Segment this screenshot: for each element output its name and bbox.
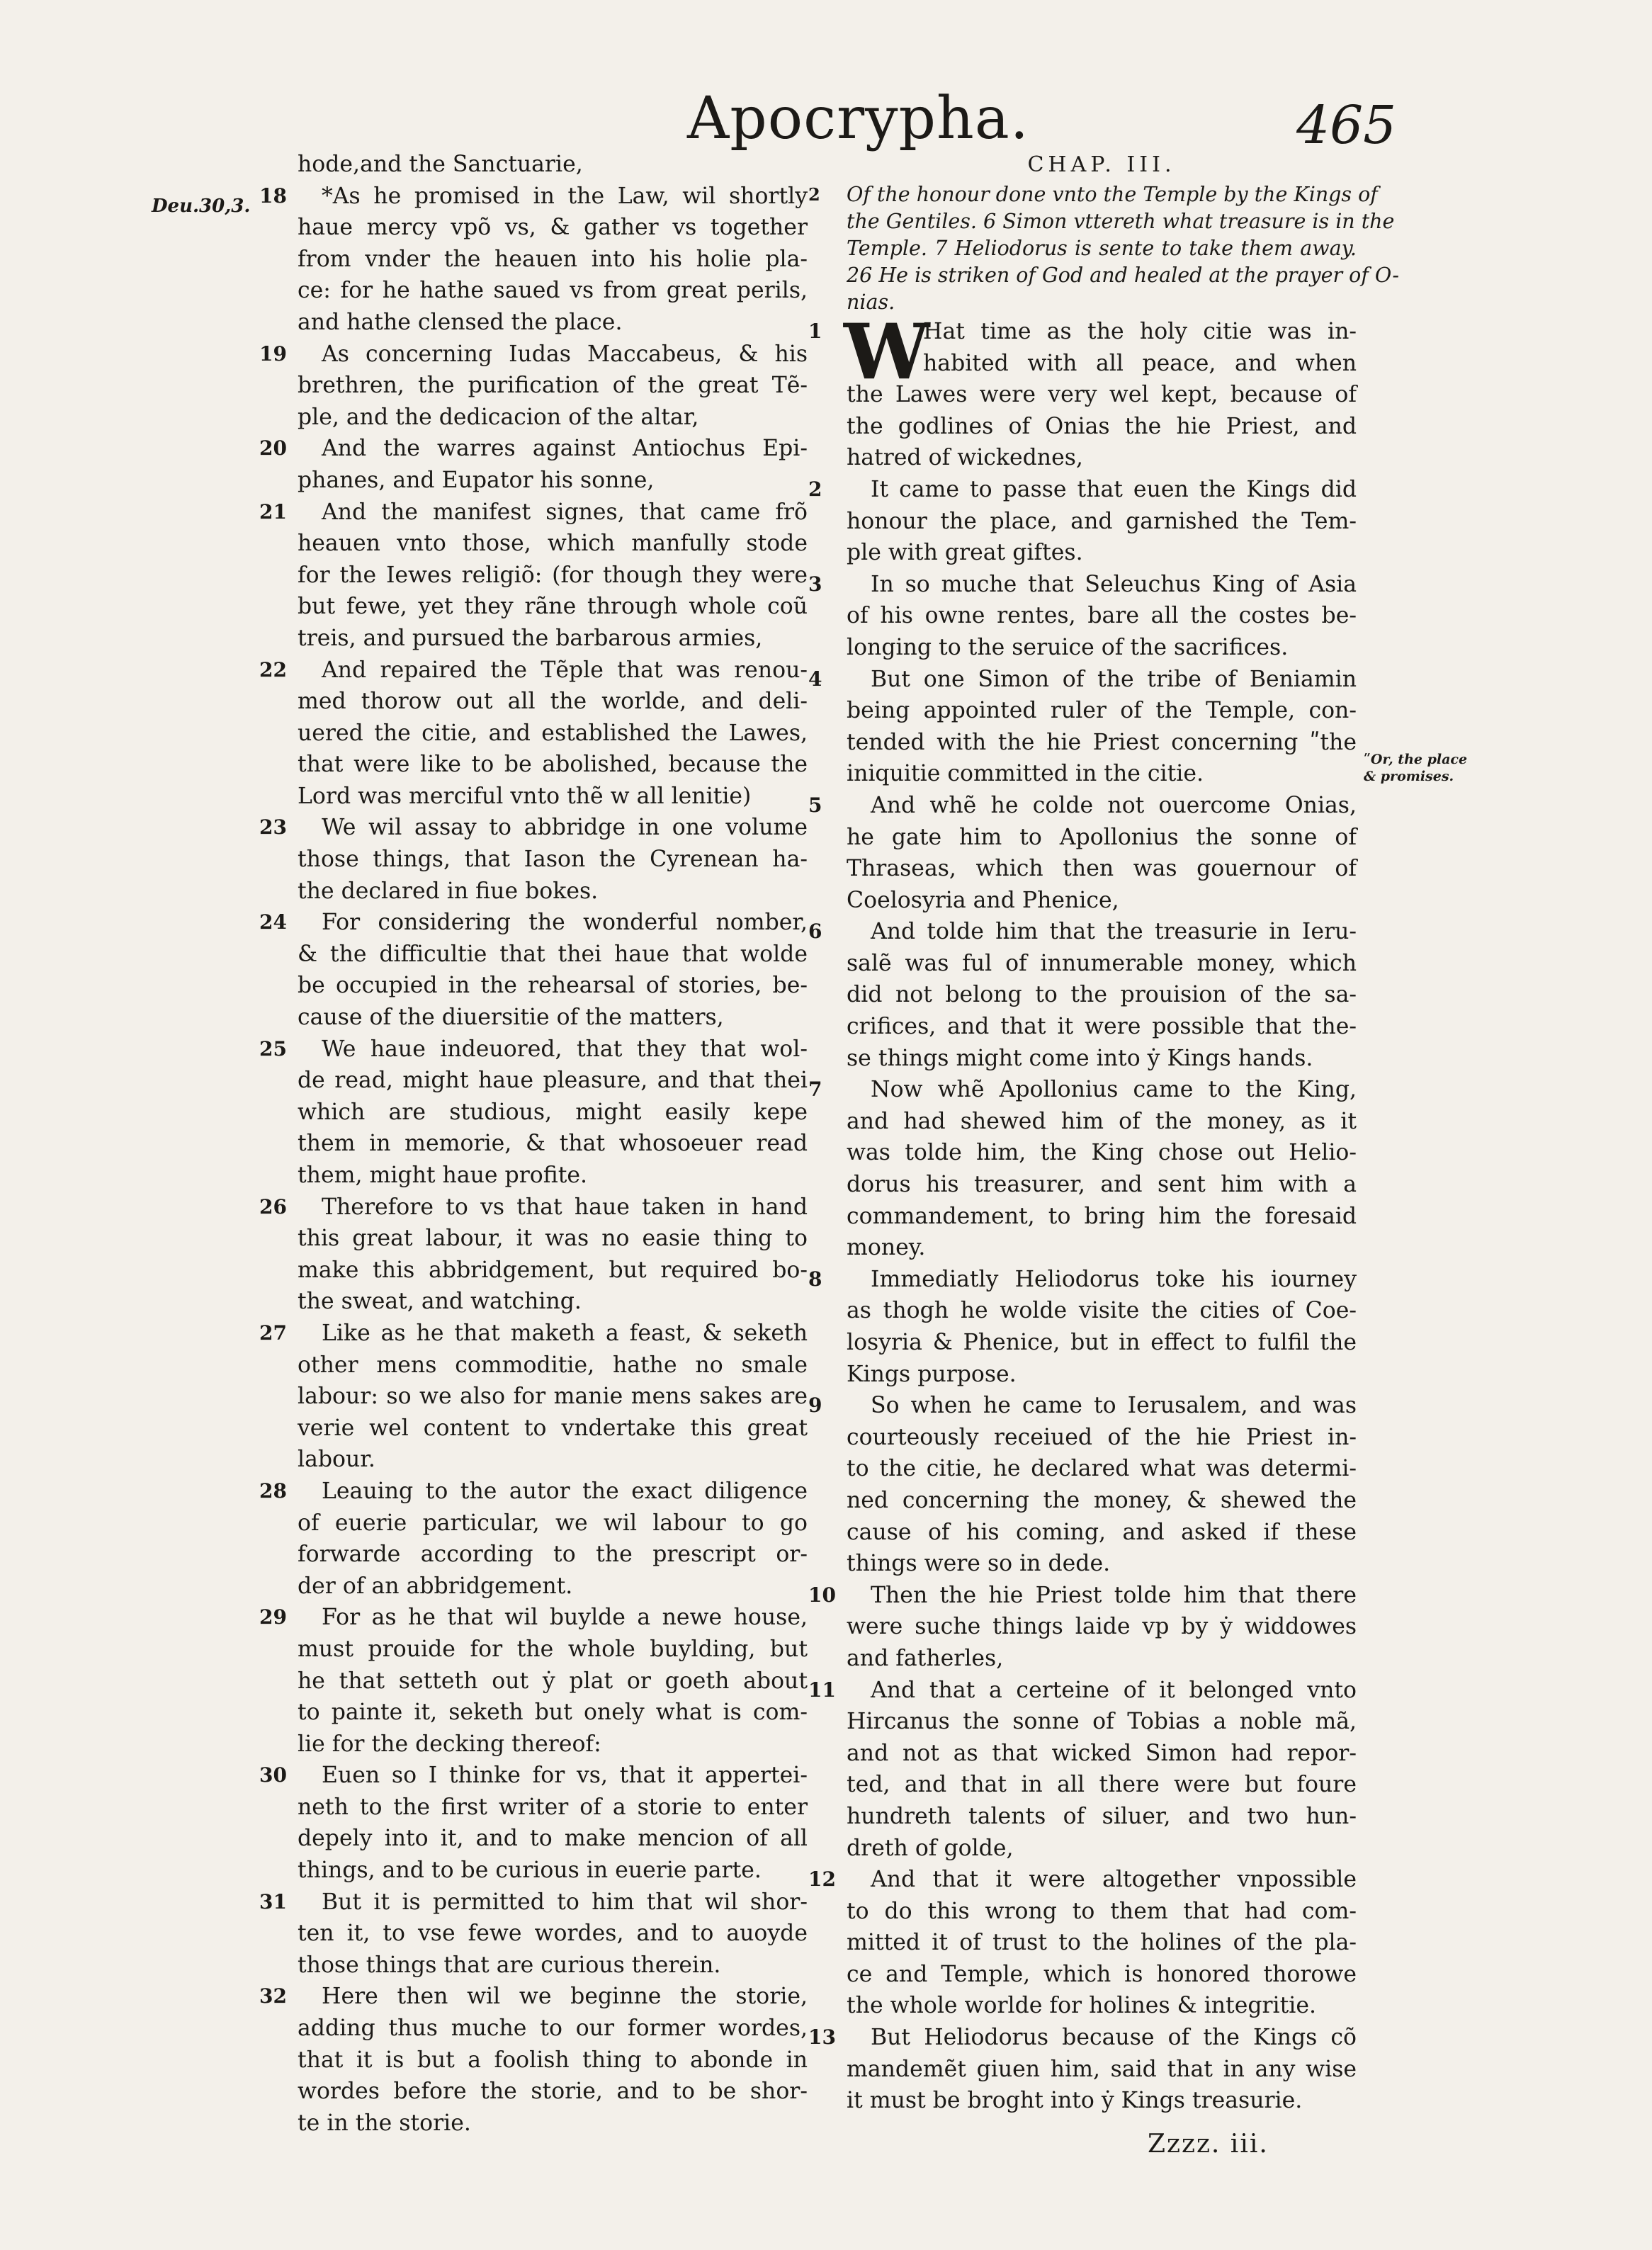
verse-number: 5 xyxy=(808,793,822,817)
text-line xyxy=(847,758,1357,790)
line-text: adding thus muche to our former wordes, xyxy=(298,2016,808,2042)
verse-number: 6 xyxy=(808,920,822,944)
text-line xyxy=(298,1444,808,1476)
verse-number: 28 xyxy=(259,1479,287,1503)
text-line xyxy=(847,1517,1357,1549)
line-text: labour: so we also for manie mens sakes are xyxy=(298,1384,808,1410)
text-line xyxy=(808,1074,1357,1106)
text-line xyxy=(259,1981,808,2013)
text-line xyxy=(298,1286,808,1318)
verse-number: 24 xyxy=(259,910,287,934)
text-line xyxy=(808,790,1357,822)
text-line xyxy=(298,970,808,1002)
text-line xyxy=(259,339,808,371)
verse-number: 31 xyxy=(259,1889,287,1913)
line-text: mandemẽt giuen him, said that in any wise xyxy=(847,2056,1357,2082)
verse-number: 23 xyxy=(259,815,287,839)
text-line xyxy=(298,1350,808,1381)
text-line xyxy=(298,528,808,560)
line-text: from vnder the heauen into his holie pla- xyxy=(298,246,808,272)
text-line xyxy=(298,149,808,181)
line-text: to the citie, he declared what was determi- xyxy=(847,1456,1357,1482)
line-text: ten it, to vse fewe wordes, and to auoyde xyxy=(298,1921,808,1947)
page-header xyxy=(0,85,1652,163)
text-line xyxy=(808,1675,1357,1707)
line-text: And repaired the Tẽple that was renou- xyxy=(322,657,808,683)
line-text: uered the citie, and established the Lawes, xyxy=(298,720,808,746)
text-line xyxy=(847,727,1357,759)
text-line xyxy=(847,1169,1357,1201)
verse-number: 29 xyxy=(259,1605,287,1629)
line-text: and hathe clensed the place. xyxy=(298,309,623,335)
line-text: ce: for he hathe saued vs from great perils, xyxy=(298,278,808,304)
line-text: he that setteth out ẏ plat or goeth about xyxy=(298,1668,808,1694)
line-text: Immediatly Heliodorus toke his iourney xyxy=(871,1266,1357,1292)
line-text: der of an abbridgement. xyxy=(298,1573,573,1599)
line-text: hundreth talents of siluer, and two hun- xyxy=(847,1803,1357,1829)
line-text: depely into it, and to make mencion of all xyxy=(298,1826,808,1852)
text-line xyxy=(847,411,1357,443)
text-line xyxy=(298,560,808,592)
line-text: Thraseas, which then was gouernour of xyxy=(847,856,1357,882)
text-line xyxy=(808,569,1357,601)
text-line xyxy=(298,370,808,402)
text-line xyxy=(847,1422,1357,1454)
line-text: And whẽ he colde not ouercome Onias, xyxy=(871,792,1357,818)
line-text: Leauing to the autor the exact diligence xyxy=(322,1478,808,1504)
line-text: salẽ was ful of innumerable money, which xyxy=(847,950,1357,976)
text-line xyxy=(808,1580,1357,1612)
text-line xyxy=(847,208,1395,235)
verse-number: 30 xyxy=(259,1763,287,1787)
line-text: to painte it, seketh but onely what is com- xyxy=(298,1700,808,1726)
line-text: de read, might haue pleasure, and that thei xyxy=(298,1068,808,1094)
line-text: labour. xyxy=(298,1447,375,1473)
line-text: heauen vnto those, which manfully stode xyxy=(298,531,808,557)
line-text: For as he that wil buylde a newe house, xyxy=(322,1605,808,1631)
line-text: the sweat, and watching. xyxy=(298,1289,582,1315)
drop-cap-letter: W xyxy=(844,307,930,397)
line-text: Hircanus the sonne of Tobias a noble mã, xyxy=(847,1709,1357,1735)
text-line xyxy=(298,1128,808,1160)
line-text: of his owne rentes, bare all the costes be- xyxy=(847,603,1357,629)
line-text: And the manifest signes, that came frõ xyxy=(322,499,808,525)
text-line xyxy=(298,1223,808,1255)
text-line xyxy=(298,1255,808,1287)
line-text: Then the hie Priest tolde him that there xyxy=(871,1582,1357,1608)
verse-number: 9 xyxy=(808,1393,822,1418)
verse-number: 32 xyxy=(259,1984,287,2008)
line-text: did not belong to the prouision of the sa- xyxy=(847,982,1357,1008)
line-text: for the Iewes religiõ: (for though they were xyxy=(298,562,808,588)
verse-number: 2 xyxy=(808,184,820,205)
line-text: were suche things laide vp by ẏ widdowes xyxy=(847,1614,1357,1640)
line-text: honour the place, and garnished the Tem- xyxy=(847,508,1357,534)
text-line xyxy=(298,244,808,276)
line-text: se things might come into ẏ Kings hands. xyxy=(847,1045,1313,1071)
text-line xyxy=(847,1801,1357,1833)
line-text: things were so in dede. xyxy=(847,1551,1111,1577)
line-text: ple with great giftes. xyxy=(847,540,1083,566)
line-text: med thorow out all the worlde, and deli- xyxy=(298,689,808,715)
line-text: as thogh he wolde visite the cities of Coe- xyxy=(847,1298,1357,1324)
text-line xyxy=(808,2022,1357,2054)
line-text: ned concerning the money, & shewed the xyxy=(847,1487,1357,1513)
verse-number: 1 xyxy=(808,320,822,343)
text-line xyxy=(298,749,808,781)
verse-number: 12 xyxy=(808,1867,836,1892)
line-text: cause of the diuersitie of the matters, xyxy=(298,1005,724,1031)
line-text: Here then wil we beginne the storie, xyxy=(322,1984,808,2010)
text-line xyxy=(298,1666,808,1697)
text-line xyxy=(298,1918,808,1950)
text-line xyxy=(259,1476,808,1508)
running-title: Apocrypha. xyxy=(687,85,1029,152)
line-text: In so muche that Seleuchus King of Asia xyxy=(871,571,1357,597)
line-text: cause of his coming, and asked if these xyxy=(847,1519,1357,1545)
text-line xyxy=(847,1738,1357,1770)
line-text: ce and Temple, which is honored thorowe xyxy=(847,1961,1357,1987)
line-text: wordes before the storie, and to be shor- xyxy=(298,2079,808,2105)
text-line xyxy=(847,885,1357,917)
line-text: he gate him to Apollonius the sonne of xyxy=(847,824,1357,850)
text-line xyxy=(808,664,1357,696)
left-text-column xyxy=(259,149,808,2139)
line-text: longing to the seruice of the sacrifices. xyxy=(847,634,1289,660)
text-line xyxy=(847,979,1357,1011)
line-text: it must be broght into ẏ Kings treasurie. xyxy=(847,2088,1303,2114)
line-text: nias. xyxy=(847,290,895,314)
text-line xyxy=(808,1390,1357,1422)
text-line xyxy=(847,262,1399,289)
verse-number: 13 xyxy=(808,2025,836,2050)
line-text: mitted it of trust to the holines of the pla- xyxy=(847,1930,1357,1956)
text-line xyxy=(298,212,808,244)
text-line xyxy=(847,632,1357,664)
line-text: those things, that Iason the Cyrenean ha- xyxy=(298,847,808,873)
line-text: 26 He is striken of God and healed at the prayer of O- xyxy=(847,264,1399,287)
line-text: dorus his treasurer, and sent him with a xyxy=(847,1172,1357,1198)
line-text: and fatherles, xyxy=(847,1645,1004,1671)
verse-number: 7 xyxy=(808,1078,822,1102)
line-text: It came to passe that euen the Kings did xyxy=(871,476,1357,502)
text-line xyxy=(298,1950,808,1982)
line-text: Of the honour done vnto the Temple by the Kings of xyxy=(847,183,1378,206)
text-line xyxy=(847,379,1357,411)
text-line xyxy=(298,1381,808,1413)
line-text: the godlines of Onias the hie Priest, and xyxy=(847,413,1357,439)
line-text: but fewe, yet they rãne through whole coũ xyxy=(298,594,808,620)
verse-number: 20 xyxy=(259,436,287,460)
text-line xyxy=(847,1959,1357,1991)
line-text: other mens commoditie, hathe no smale xyxy=(298,1352,808,1378)
text-line xyxy=(847,948,1357,980)
line-text: But Heliodorus because of the Kings cõ xyxy=(871,2025,1357,2051)
line-text: of euerie particular, we wil labour to go xyxy=(298,1510,808,1536)
text-line xyxy=(847,235,1357,262)
line-text: them in memorie, & that whosoeuer read xyxy=(298,1131,808,1157)
chapter-summary xyxy=(808,181,1399,316)
line-text: money. xyxy=(847,1235,926,1261)
line-text: And that a certeine of it belonged vnto xyxy=(871,1677,1357,1703)
margin-note: ʺOr, the place & promises. xyxy=(1364,752,1468,784)
text-line xyxy=(259,1887,808,1918)
text-line xyxy=(847,853,1357,885)
text-line xyxy=(298,1697,808,1729)
text-line xyxy=(259,433,808,465)
text-line xyxy=(298,1065,808,1097)
text-line xyxy=(259,812,808,844)
verse-number: 26 xyxy=(259,1194,287,1219)
line-text: We wil assay to abbridge in one volume xyxy=(322,815,808,841)
text-line xyxy=(847,822,1357,854)
line-text: be occupied in the rehearsal of stories, be- xyxy=(298,973,808,999)
line-text: dreth of golde, xyxy=(847,1835,1014,1861)
verse-number: 2 xyxy=(808,477,822,501)
line-text: this great labour, it was no easie thing to xyxy=(298,1226,808,1252)
text-line xyxy=(808,316,1357,348)
line-text: Kings purpose. xyxy=(847,1361,1017,1387)
line-text: So when he came to Ierusalem, and was xyxy=(871,1393,1357,1419)
text-line xyxy=(298,623,808,655)
line-text: & the difficultie that thei haue that wolde xyxy=(298,941,808,967)
text-line xyxy=(298,2076,808,2108)
line-text: them, might haue profite. xyxy=(298,1163,588,1188)
line-text: commandement, to bring him the foresaid xyxy=(847,1203,1357,1229)
text-line xyxy=(847,442,1357,474)
text-line xyxy=(298,844,808,876)
text-line xyxy=(259,1318,808,1350)
text-line xyxy=(847,1295,1357,1327)
line-text: Like as he that maketh a feast, & seketh xyxy=(322,1320,808,1346)
line-text: habited with all peace, and when xyxy=(923,350,1357,376)
text-line xyxy=(298,876,808,908)
line-text: But one Simon of the tribe of Beniamin xyxy=(871,666,1357,692)
text-line xyxy=(298,275,808,307)
text-line xyxy=(298,939,808,971)
line-text: hode,and the Sanctuarie, xyxy=(298,152,583,177)
line-text: brethren, the purification of the great Tẽ- xyxy=(298,373,808,399)
text-line xyxy=(847,1611,1357,1643)
text-line xyxy=(298,2013,808,2045)
line-text: Coelosyria and Phenice, xyxy=(847,887,1119,913)
text-line xyxy=(847,1896,1357,1928)
text-line xyxy=(298,1855,808,1887)
line-text: and had shewed him of the money, as it xyxy=(847,1108,1357,1134)
text-line xyxy=(298,686,808,718)
text-line xyxy=(298,781,808,813)
verse-number: 19 xyxy=(259,341,287,366)
line-text: things, and to be curious in euerie parte. xyxy=(298,1858,762,1884)
line-text: losyria & Phenice, but in effect to fulfil the xyxy=(847,1330,1357,1355)
text-line xyxy=(847,1706,1357,1738)
verse-number: 27 xyxy=(259,1321,287,1345)
text-line xyxy=(298,1634,808,1666)
text-line xyxy=(847,695,1357,727)
text-line xyxy=(259,1602,808,1634)
text-line xyxy=(847,1327,1357,1359)
line-text: courteously receiued of the hie Priest in- xyxy=(847,1424,1357,1450)
line-text: and not as that wicked Simon had repor- xyxy=(847,1740,1357,1766)
line-text: being appointed ruler of the Temple, con- xyxy=(847,698,1357,724)
text-line xyxy=(847,1990,1357,2022)
line-text: the whole worlde for holines & integritie. xyxy=(847,1993,1317,2019)
text-line xyxy=(847,2054,1357,2086)
line-text: iniquitie committed in the citie. xyxy=(847,761,1204,787)
line-text: Temple. 7 Heliodorus is sente to take them away. xyxy=(847,237,1357,260)
text-line xyxy=(847,1359,1357,1391)
line-text: that were like to be abolished, because the xyxy=(298,752,808,778)
text-line xyxy=(847,537,1357,569)
verse-number: 22 xyxy=(259,657,287,682)
text-line xyxy=(259,907,808,939)
line-text: Now whẽ Apollonius came to the King, xyxy=(871,1077,1357,1103)
line-text: Hat time as the holy citie was in- xyxy=(923,319,1357,344)
line-text: Lord was merciful vnto thẽ w all lenitie) xyxy=(298,783,752,809)
text-line xyxy=(808,474,1357,506)
text-line xyxy=(847,1232,1357,1264)
line-text: haue mercy vpõ vs, & gather vs together xyxy=(298,215,808,241)
line-text: But it is permitted to him that wil shor- xyxy=(322,1889,808,1915)
text-line xyxy=(847,1011,1357,1043)
text-line xyxy=(298,1160,808,1192)
verse-number: 18 xyxy=(259,183,287,208)
verse-number: 10 xyxy=(808,1583,836,1607)
text-line xyxy=(259,497,808,528)
text-line xyxy=(808,1864,1357,1896)
text-line xyxy=(298,1508,808,1539)
text-line xyxy=(847,1643,1357,1675)
text-line xyxy=(259,1192,808,1223)
line-text: lie for the decking thereof: xyxy=(298,1731,601,1757)
text-line xyxy=(808,916,1357,948)
line-text: crifices, and that it were possible that the- xyxy=(847,1014,1357,1040)
line-text: Therefore to vs that haue taken in hand xyxy=(322,1194,808,1220)
margin-cross-reference: Deu.30,3. xyxy=(152,196,251,217)
line-text: verie wel content to vndertake this great xyxy=(298,1415,808,1441)
text-line xyxy=(298,1729,808,1760)
line-text: And the warres against Antiochus Epi- xyxy=(322,436,808,462)
line-text: make this abbridgement, but required bo- xyxy=(298,1257,808,1283)
text-line xyxy=(298,307,808,339)
line-text: those things that are curious therein. xyxy=(298,1952,721,1978)
line-text: ted, and that in all there were but foure xyxy=(847,1772,1357,1798)
text-line xyxy=(259,181,808,213)
text-line xyxy=(298,1823,808,1855)
text-line xyxy=(298,465,808,497)
line-text: must prouide for the whole buylding, but xyxy=(298,1636,808,1662)
verse-number: 4 xyxy=(808,667,822,691)
text-line xyxy=(847,2085,1357,2117)
text-line xyxy=(298,1792,808,1824)
text-line xyxy=(808,1264,1357,1296)
text-line xyxy=(298,718,808,750)
text-line xyxy=(847,1548,1357,1580)
line-text: tended with the hie Priest concerning ʺthe xyxy=(847,729,1357,755)
verse-number: 8 xyxy=(808,1267,822,1291)
chapter-body xyxy=(808,307,1357,2117)
verse-number: 11 xyxy=(808,1678,836,1702)
text-line xyxy=(847,1833,1357,1865)
line-text: hatred of wickednes, xyxy=(847,445,1083,471)
text-line xyxy=(847,1769,1357,1801)
line-text: *As he promised in the Law, wil shortly xyxy=(322,183,808,209)
line-text: the declared in fiue bokes. xyxy=(298,878,599,904)
line-text: As concerning Iudas Maccabeus, & his xyxy=(322,341,808,367)
chapter-heading: CHAP. III. xyxy=(1027,152,1176,177)
text-line xyxy=(298,591,808,623)
text-line xyxy=(847,600,1357,632)
text-line xyxy=(259,1760,808,1792)
page-number: 465 xyxy=(1296,95,1397,156)
text-line xyxy=(298,402,808,434)
line-text: For considering the wonderful nomber, xyxy=(322,910,808,936)
verse-number: 3 xyxy=(808,572,822,596)
line-text: te in the storie. xyxy=(298,2110,471,2136)
printer-signature-mark: Zzzz. iii. xyxy=(1148,2130,1269,2159)
line-text: We haue indeuored, that they that wol- xyxy=(322,1036,808,1062)
text-line xyxy=(847,1927,1357,1959)
verse-number: 25 xyxy=(259,1036,287,1061)
text-line xyxy=(298,1097,808,1129)
line-text: forwarde according to the prescript or- xyxy=(298,1542,808,1568)
text-line xyxy=(298,2108,808,2139)
text-line xyxy=(847,1201,1357,1233)
text-line xyxy=(847,1453,1357,1485)
line-text: that it is but a foolish thing to abonde in xyxy=(298,2047,808,2073)
text-line xyxy=(298,1413,808,1445)
line-text: treis, and pursued the barbarous armies, xyxy=(298,625,763,651)
text-line xyxy=(259,655,808,686)
text-line xyxy=(847,1137,1357,1169)
text-line xyxy=(847,348,1357,380)
line-text: Euen so I thinke for vs, that it appertei- xyxy=(322,1763,808,1789)
line-text: neth to the first writer of a storie to enter xyxy=(298,1794,808,1820)
line-text: which are studious, might easily kepe xyxy=(298,1099,808,1125)
text-line xyxy=(847,1043,1357,1075)
text-line xyxy=(808,181,1378,208)
text-line xyxy=(298,1571,808,1602)
line-text: ple, and the dedicacion of the altar, xyxy=(298,404,699,430)
line-text: was tolde him, the King chose out Helio- xyxy=(847,1140,1357,1166)
text-line xyxy=(259,1034,808,1065)
verse-number: 21 xyxy=(259,499,287,524)
line-text: to do this wrong to them that had com- xyxy=(847,1898,1357,1924)
right-text-column xyxy=(808,149,1399,2117)
line-text: the Lawes were very wel kept, because of xyxy=(847,382,1357,408)
text-line xyxy=(298,1002,808,1034)
text-line xyxy=(298,2045,808,2076)
line-text: phanes, and Eupator his sonne, xyxy=(298,467,655,493)
text-line xyxy=(847,1485,1357,1517)
line-text: the Gentiles. 6 Simon vttereth what treasure is in the xyxy=(847,210,1395,233)
line-text: And that it were altogether vnpossible xyxy=(871,1867,1357,1893)
line-text: And tolde him that the treasurie in Ieru- xyxy=(871,919,1357,945)
text-line xyxy=(847,1106,1357,1138)
text-line xyxy=(298,1539,808,1571)
text-line xyxy=(847,506,1357,538)
